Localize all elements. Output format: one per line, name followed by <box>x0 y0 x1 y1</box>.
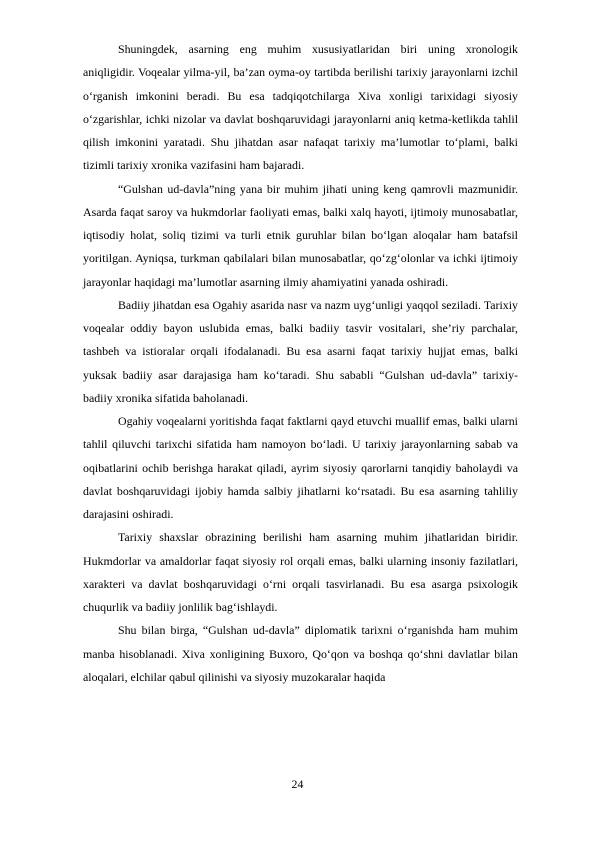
paragraph-content-scope: “Gulshan ud-davla”ning yana bir muhim jihati uning keng qamrovli mazmunidir. Asarda faqat saroy va hukmdorlar faoliyati emas, balki xalq hayoti, ijtimoiy munosabatlar, iqtisodiy holat, soliq tizimi va turli etnik guruhlar bilan bo‘lgan aloqalar ham batafsil yoritilgan. Ayniqsa, turkman qabilalari bilan munosabatlar, qo‘zg‘olonlar va ichki ijtimoiy jarayonlar haqidagi ma’lumotlar asarning ilmiy ahamiyatini yanada oshiradi. <box>83 181 518 289</box>
paragraph-chronology: Shuningdek, asarning eng muhim xususiyatlaridan biri uning xronologik aniqligidir. Voqealar yilma-yil, ba’zan oyma-oy tartibda berilishi tarixiy jarayonlarni izchil o‘rganish imkonini beradi. Bu esa tadqiqotchilarga Xiva xonligi tarixidagi siyosiy o‘zgarishlar, ichki nizolar va davlat boshqaruvidagi jarayonlarni aniq ketma-ketlikda tahlil qilish imkonini yaratadi. Shu jihatdan asar nafaqat tarixiy ma’lumotlar to‘plami, balki tizimli tarixiy xronika vazifasini ham bajaradi. <box>83 42 518 173</box>
page-number: 24 <box>291 777 304 791</box>
body-text <box>83 38 518 689</box>
paragraph-historical-figures: Tarixiy shaxslar obrazining berilishi ham asarning muhim jihatlaridan biridir. Hukmdorlar va amaldorlar faqat siyosiy rol orqali emas, balki ularning insoniy fazilatlari, xarakteri va davlat boshqaruvidagi o‘rni orqali tasvirlanadi. Bu esa asarga psixologik chuqurlik va badiiy jonlilik bag‘ishlaydi. <box>83 530 518 614</box>
paragraph-analysis: Ogahiy voqealarni yoritishda faqat faktlarni qayd etuvchi muallif emas, balki ularni tahlil qiluvchi tarixchi sifatida ham namoyon bo‘ladi. U tarixiy jarayonlarning sabab va oqibatlarini ochib berishga harakat qiladi, ayrim siyosiy qarorlarni tanqidiy baholaydi va davlat boshqaruvidagi ijobiy hamda salbiy jihatlarni ko‘rsatadi. Bu esa asarning tahliliy darajasini oshiradi. <box>83 414 518 521</box>
paragraph-diplomatic-history: Shu bilan birga, “Gulshan ud-davla” diplomatik tarixni o‘rganishda ham muhim manba hisoblanadi. Xiva xonligining Buxoro, Qo‘qon va boshqa qo‘shni davlatlar bilan aloqalari, elchilar qabul qilinishi va siyosiy muzokaralar haqida <box>83 623 518 684</box>
paragraph-artistic-style: Badiiy jihatdan esa Ogahiy asarida nasr va nazm uyg‘unligi yaqqol seziladi. Tarixiy voqealar oddiy bayon uslubida emas, balki badiiy tasvir vositalari, she’riy parchalar, tashbeh va istioralar orqali ifodalanadi. Bu esa asarni faqat tarixiy hujjat emas, balki yuksak badiiy asar darajasiga ham ko‘taradi. Shu sababli “Gulshan ud-davla” tarixiy-badiiy xronika sifatida baholanadi. <box>83 297 518 405</box>
